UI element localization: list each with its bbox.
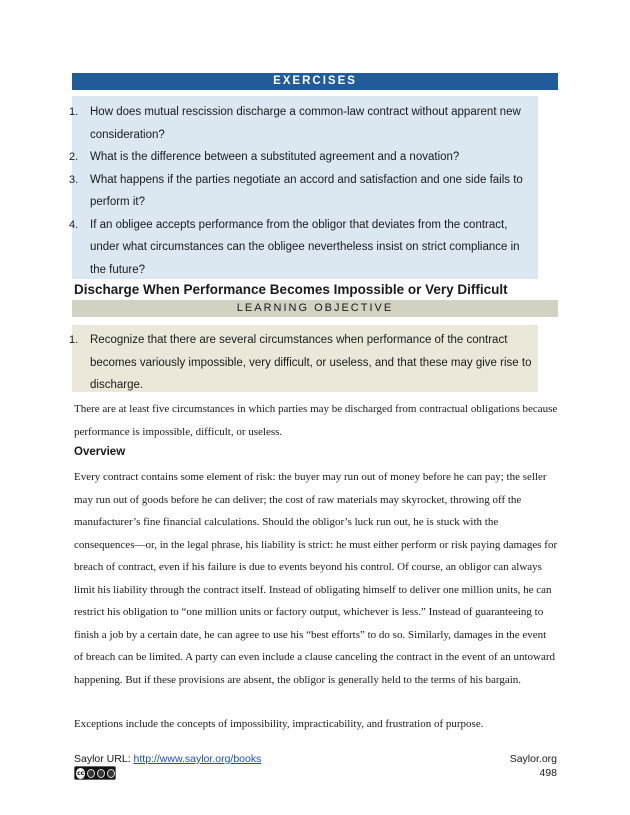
exercises-header: EXERCISES bbox=[72, 73, 558, 90]
list-number: 4. bbox=[69, 218, 79, 231]
list-item bbox=[69, 101, 538, 146]
list-item-text: If an obligee accepts performance from the obligor that deviates from the contract, under what circumstances can the obligee nevertheless insist on strict compliance in the future? bbox=[90, 218, 520, 276]
list-item bbox=[69, 329, 538, 397]
list-item-text: What is the difference between a substituted agreement and a novation? bbox=[90, 151, 460, 163]
list-item bbox=[69, 169, 538, 214]
footer-site: Saylor.org bbox=[509, 753, 557, 765]
footer-url-label: Saylor URL: bbox=[74, 753, 134, 765]
footer-url bbox=[74, 752, 261, 766]
intro-paragraph: There are at least five circumstances in which parties may be discharged from contractual obligations because performance is impossible, difficult, or useless. bbox=[74, 403, 558, 438]
list-item-text: Recognize that there are several circumstances when performance of the contract becomes variously impossible, very difficult, or useless, and that these may give rise to discharge. bbox=[90, 334, 532, 391]
learning-objective-list bbox=[69, 329, 538, 397]
exceptions-paragraph: Exceptions include the concepts of impossibility, impracticability, and frustration of purpose. bbox=[74, 718, 484, 730]
list-number: 3. bbox=[69, 173, 79, 186]
list-item bbox=[69, 146, 538, 169]
list-item-text: What happens if the parties negotiate an accord and satisfaction and one side fails to perform it? bbox=[90, 173, 523, 208]
section-title: Discharge When Performance Becomes Impossible or Very Difficult bbox=[74, 282, 508, 297]
saylor-books-link[interactable]: http://www.saylor.org/books bbox=[133, 753, 262, 765]
list-item-text: How does mutual rescission discharge a common-law contract without apparent new consideration? bbox=[90, 106, 521, 141]
list-item bbox=[69, 214, 538, 282]
list-number: 2. bbox=[69, 151, 79, 163]
overview-heading: Overview bbox=[74, 446, 126, 458]
exercises-list bbox=[69, 101, 538, 281]
overview-paragraph: Every contract contains some element of risk: the buyer may run out of money before he can pay; the seller may run out of goods before he can deliver; the cost of raw materials may skyrocket, throwing off the manufacturer’s fine financial calculations. Should the obligor’s luck run out, he is stuck with the consequences—or, in the legal phrase, his liability is strict: he must either perform or risk paying damages for breach of contract, even if his failure is due to events beyond his control. Of course, an obligor can always limit his liability through the contract itself. Instead of obligating himself to deliver one million units, he can restrict his obligation to “one million units or factory output, whichever is less.” Instead of guaranteeing to finish a job by a certain date, he can agree to use his “best efforts” to do so. Similarly, damages in the event of breach can be limited. A party can even include a clause canceling the contract in the event of an untoward happening. But if these provisions are absent, the obligor is generally held to the terms of his bargain. bbox=[74, 471, 558, 686]
learning-objective-header: LEARNING OBJECTIVE bbox=[72, 300, 558, 317]
page-number: 498 bbox=[539, 767, 557, 779]
list-number: 1. bbox=[69, 106, 79, 118]
creative-commons-license-icon[interactable]: cc bbox=[74, 766, 116, 780]
footer-right bbox=[510, 752, 557, 780]
list-number: 1. bbox=[69, 334, 79, 346]
